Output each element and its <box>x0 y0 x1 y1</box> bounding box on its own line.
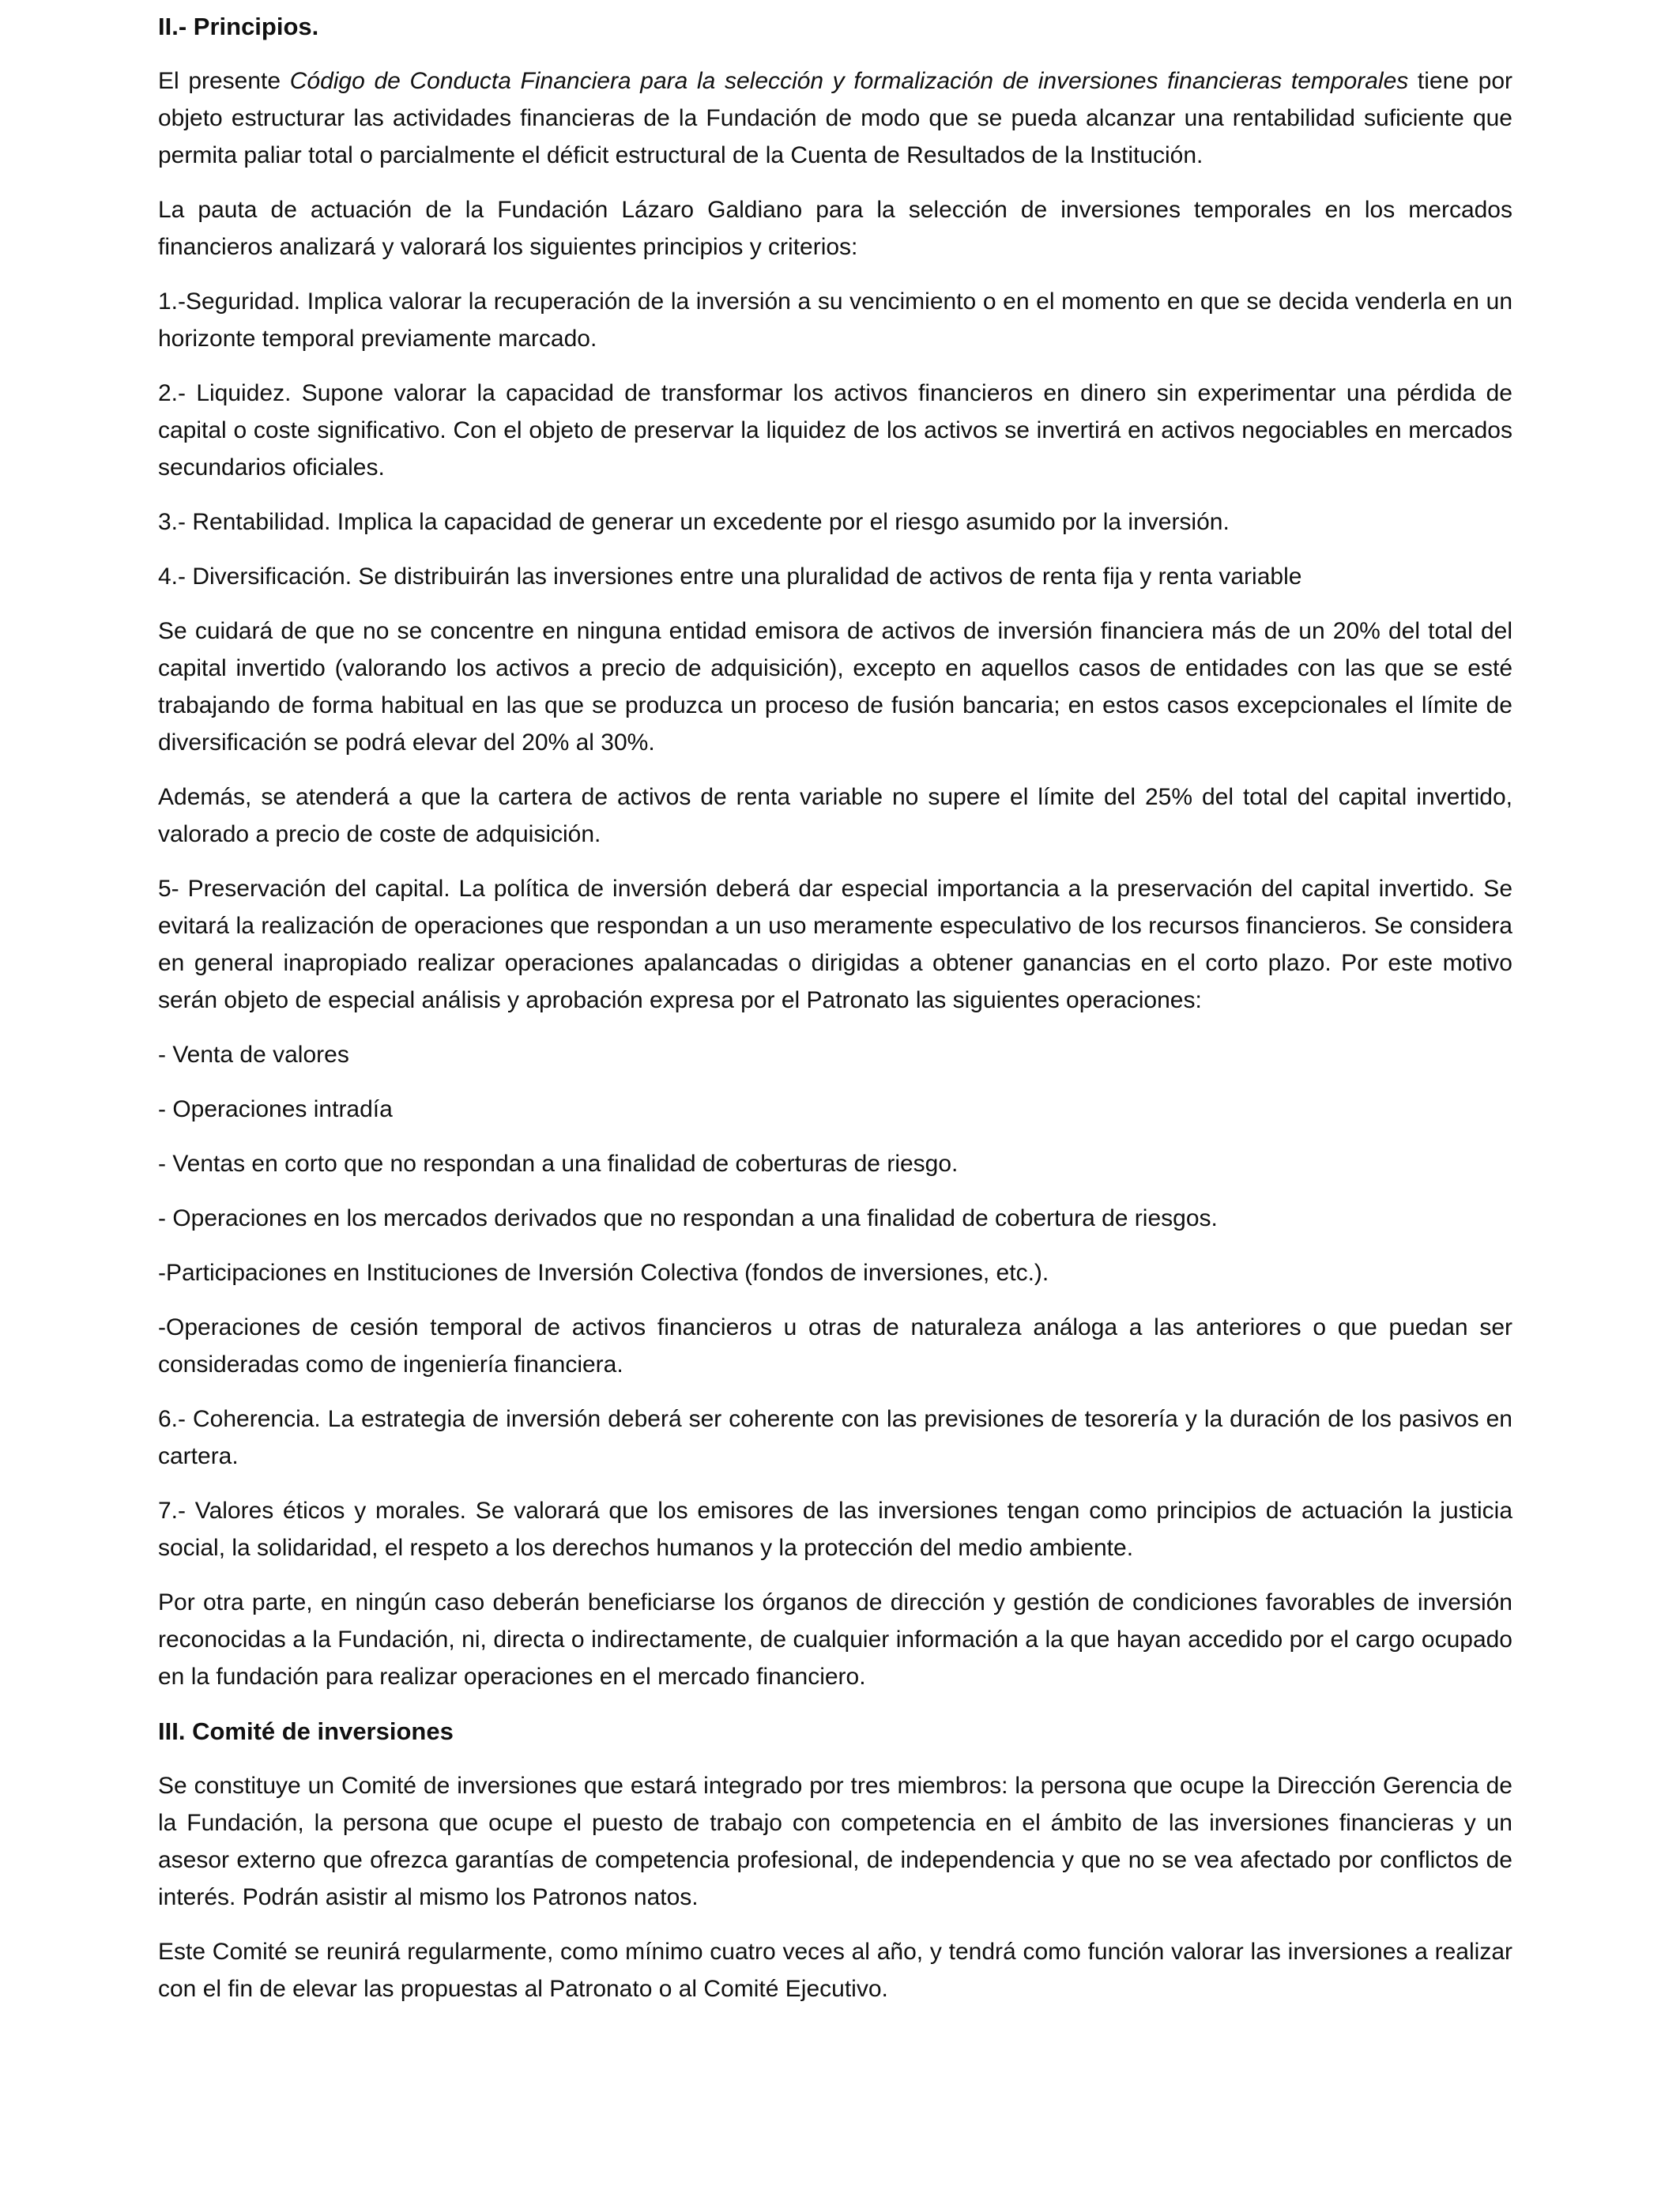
por-otra-parte-paragraph: Por otra parte, en ningún caso deberán beneficiarse los órganos de dirección y gestión de condiciones favorables de inversión reconocidas a la Fundación, ni, directa o indirectamente, de cualquier información a la que hayan accedido por el cargo ocupado en la fundación para realizar operaciones en el mercado financiero. <box>158 1589 1512 1690</box>
operation-item: - Ventas en corto que no respondan a una finalidad de coberturas de riesgo. <box>158 1151 959 1177</box>
diversificacion-detail: Se cuidará de que no se concentre en ninguna entidad emisora de activos de inversión financiera más de un 20% del total del capital invertido (valorando los activos a precio de adquisición), excepto en aquellos casos de entidades con las que se esté trabajando de forma habitual en las que se produzca un proceso de fusión bancaria; en estos casos excepcionales el límite de diversificación se podrá elevar del 20% al 30%. <box>158 618 1512 756</box>
document-body <box>158 8 1512 2025</box>
code-title: Código de Conducta Financiera para la selección y formalización de inversiones financieras temporales <box>289 68 1409 94</box>
principle-rentabilidad: 3.- Rentabilidad. Implica la capacidad de generar un excedente por el riesgo asumido por la inversión. <box>158 509 1230 535</box>
principle-liquidez: 2.- Liquidez. Supone valorar la capacidad de transformar los activos financieros en dinero sin experimentar una pérdida de capital o coste significativo. Con el objeto de preservar la liquidez de los activos se invertirá en activos negociables en mercados secundarios oficiales. <box>158 380 1512 481</box>
section-title-principios: II.- Principios. <box>158 13 319 40</box>
principle-seguridad: 1.-Seguridad. Implica valorar la recuperación de la inversión a su vencimiento o en el momento en que se decida venderla en un horizonte temporal previamente marcado. <box>158 288 1512 352</box>
principle-diversificacion: 4.- Diversificación. Se distribuirán las inversiones entre una pluralidad de activos de renta fija y renta variable <box>158 564 1302 590</box>
operation-item: -Participaciones en Instituciones de Inversión Colectiva (fondos de inversiones, etc.). <box>158 1260 1049 1286</box>
comite-composition: Se constituye un Comité de inversiones que estará integrado por tres miembros: la persona que ocupe la Dirección Gerencia de la Fundación, la persona que ocupe el puesto de trabajo con competencia en el ámbito de las inversiones financieras y un asesor externo que ofrezca garantías de competencia profesional, de independencia y que no se vea afectado por conflictos de interés. Podrán asistir al mismo los Patronos natos. <box>158 1773 1512 1910</box>
operation-item: - Venta de valores <box>158 1042 349 1068</box>
pauta-paragraph: La pauta de actuación de la Fundación Lázaro Galdiano para la selección de inversiones temporales en los mercados financieros analizará y valorará los siguientes principios y criterios: <box>158 197 1512 260</box>
renta-variable-limit: Además, se atenderá a que la cartera de activos de renta variable no supere el límite del 25% del total del capital invertido, valorado a precio de coste de adquisición. <box>158 784 1512 847</box>
operation-item: - Operaciones intradía <box>158 1096 393 1122</box>
principle-valores: 7.- Valores éticos y morales. Se valorará que los emisores de las inversiones tengan como principios de actuación la justicia social, la solidaridad, el respeto a los derechos humanos y la protección del medio ambiente. <box>158 1498 1512 1561</box>
principle-preservacion: 5- Preservación del capital. La política de inversión deberá dar especial importancia a la preservación del capital invertido. Se evitará la realización de operaciones que respondan a un uso meramente especulativo de los recursos financieros. Se considera en general inapropiado realizar operaciones apalancadas o dirigidas a obtener ganancias en el corto plazo. Por este motivo serán objeto de especial análisis y aprobación expresa por el Patronato las siguientes operaciones: <box>158 876 1512 1013</box>
intro-pre: El presente <box>158 68 290 94</box>
comite-function: Este Comité se reunirá regularmente, como mínimo cuatro veces al año, y tendrá como función valorar las inversiones a realizar con el fin de elevar las propuestas al Patronato o al Comité Ejecutivo. <box>158 1939 1512 2002</box>
intro-post: tiene por objeto estructurar las actividades financieras de la Fundación de modo que se pueda alcanzar una rentabilidad suficiente que permita paliar total o parcialmente el déficit estructural de la Cuenta de Resultados de la Institución. <box>158 68 1512 168</box>
intro-paragraph <box>158 62 1512 174</box>
operation-item: - Operaciones en los mercados derivados que no respondan a una finalidad de cobertura de riesgos. <box>158 1205 1218 1231</box>
section-title-comite: III. Comité de inversiones <box>158 1717 454 1745</box>
principle-coherencia: 6.- Coherencia. La estrategia de inversión deberá ser coherente con las previsiones de tesorería y la duración de los pasivos en cartera. <box>158 1406 1512 1469</box>
operation-item: -Operaciones de cesión temporal de activos financieros u otras de naturaleza análoga a las anteriores o que puedan ser consideradas como de ingeniería financiera. <box>158 1314 1512 1378</box>
